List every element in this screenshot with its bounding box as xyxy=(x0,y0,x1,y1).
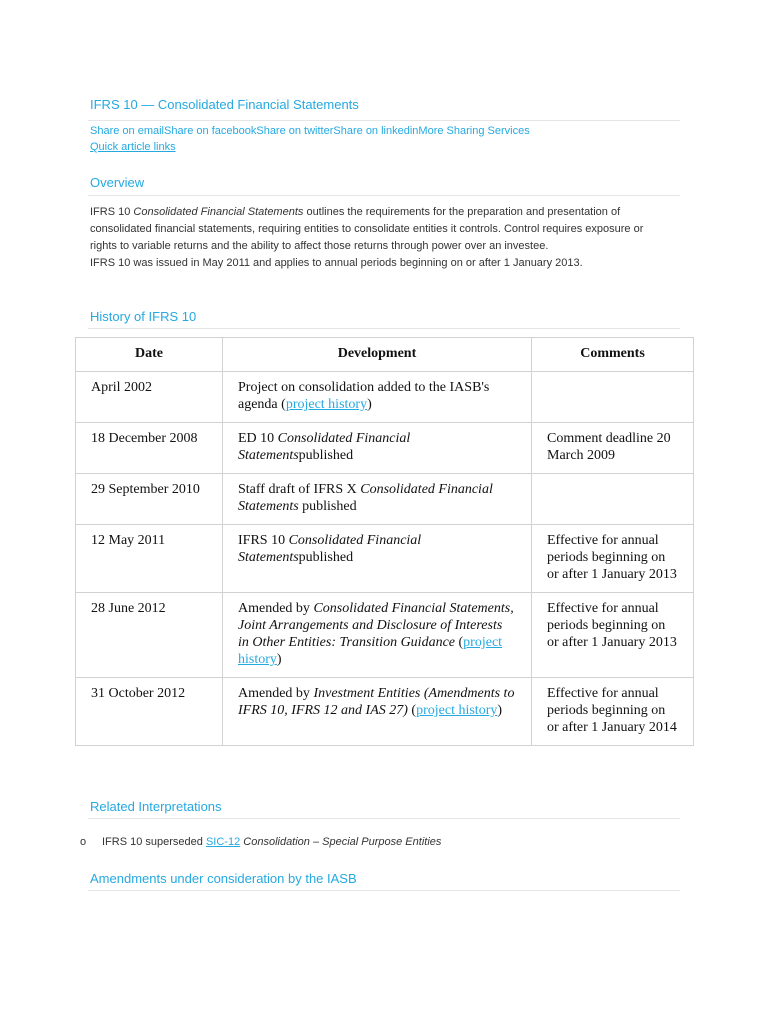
list-item xyxy=(80,835,441,849)
share-twitter-link[interactable]: Share on twitter xyxy=(256,125,334,137)
column-header-development: Development xyxy=(223,338,532,372)
history-divider xyxy=(88,328,680,329)
italic-title-text: Consolidated Financial Statements, Joint Arrangements and Disclosure of Interests in Other Entities: Transition Guidance xyxy=(238,601,514,650)
date-cell: 28 June 2012 xyxy=(76,593,223,678)
text-segment: published xyxy=(298,550,354,565)
inline-link[interactable]: project history xyxy=(416,703,498,718)
comments-cell: Effective for annual periods beginning on or after 1 January 2014 xyxy=(532,678,694,746)
text-segment: ED 10 xyxy=(238,431,278,446)
inline-link[interactable]: project history xyxy=(285,397,368,412)
table-row xyxy=(76,372,694,423)
share-email-link[interactable]: Share on email xyxy=(90,125,164,137)
list-item-text xyxy=(102,836,441,848)
inline-link[interactable]: SIC-12 xyxy=(205,836,241,848)
text-segment: IFRS 10 xyxy=(90,206,134,218)
bullet-marker: o xyxy=(80,836,87,848)
quick-article-links[interactable]: Quick article links xyxy=(90,141,176,153)
comments-cell xyxy=(532,372,694,423)
date-cell: 12 May 2011 xyxy=(76,525,223,593)
history-table-body xyxy=(76,372,694,746)
text-segment: ) xyxy=(367,397,372,412)
table-row xyxy=(76,474,694,525)
share-bar xyxy=(90,124,530,138)
column-header-date: Date xyxy=(76,338,223,372)
share-facebook-link[interactable]: Share on facebook xyxy=(164,125,257,137)
overview-paragraph xyxy=(90,204,668,255)
italic-title-text: Consolidated Financial Statements xyxy=(133,206,304,218)
text-segment: outlines the requirements for the preparation and presentation of consolidated financial statements, requiring entities to consolidate entities it controls. Control requires exposure or rights to variable returns and the ability to affect those returns through power over an investee. xyxy=(90,206,644,252)
inline-link[interactable]: project history xyxy=(238,635,503,667)
amendments-divider xyxy=(88,890,680,891)
development-cell xyxy=(223,372,532,423)
italic-title-text: Investment Entities (Amendments to IFRS 10, IFRS 12 and IAS 27) xyxy=(238,686,515,718)
italic-title-text: Consolidated Financial Statements xyxy=(238,482,493,514)
development-cell xyxy=(223,593,532,678)
text-segment: IFRS 10 xyxy=(238,533,289,548)
text-segment: published xyxy=(298,448,354,463)
related-interpretations-heading: Related Interpretations xyxy=(90,799,222,814)
text-segment: IFRS 10 was issued in May 2011 and applies to annual periods beginning on or after 1 January 2013. xyxy=(90,257,583,269)
text-segment: Amended by xyxy=(238,601,314,616)
development-cell xyxy=(223,474,532,525)
text-segment: ( xyxy=(407,703,417,718)
development-cell xyxy=(223,678,532,746)
related-divider xyxy=(88,818,680,819)
text-segment: Staff draft of IFRS X xyxy=(238,482,361,497)
table-row xyxy=(76,678,694,746)
overview-text xyxy=(90,204,668,272)
comments-cell xyxy=(532,474,694,525)
comments-cell: Effective for annual periods beginning on or after 1 January 2013 xyxy=(532,525,694,593)
more-sharing-services-link[interactable]: More Sharing Services xyxy=(418,125,530,137)
comments-cell: Comment deadline 20 March 2009 xyxy=(532,423,694,474)
italic-title-text: Consolidated Financial Statements xyxy=(238,431,411,463)
history-table xyxy=(75,337,694,746)
text-segment: published xyxy=(298,499,357,514)
column-header-comments: Comments xyxy=(532,338,694,372)
text-segment: ) xyxy=(276,652,282,667)
overview-paragraph xyxy=(90,255,668,272)
comments-cell: Effective for annual periods beginning on or after 1 January 2013 xyxy=(532,593,694,678)
italic-title-text: Consolidation – Special Purpose Entities xyxy=(243,836,442,848)
table-row xyxy=(76,525,694,593)
overview-heading: Overview xyxy=(90,175,145,190)
text-segment: Project on consolidation added to the IASB's agenda ( xyxy=(238,380,490,412)
development-cell xyxy=(223,423,532,474)
overview-divider xyxy=(88,195,680,196)
text-segment: ) xyxy=(497,703,503,718)
italic-title-text: Consolidated Financial Statements xyxy=(238,533,422,565)
date-cell: 18 December 2008 xyxy=(76,423,223,474)
text-segment: ( xyxy=(455,635,464,650)
title-divider xyxy=(88,120,680,121)
page-title: IFRS 10 — Consolidated Financial Statements xyxy=(90,97,359,112)
share-linkedin-link[interactable]: Share on linkedin xyxy=(333,125,419,137)
amendments-heading: Amendments under consideration by the IASB xyxy=(90,871,357,886)
development-cell xyxy=(223,525,532,593)
history-heading: History of IFRS 10 xyxy=(90,309,197,324)
date-cell: April 2002 xyxy=(76,372,223,423)
date-cell: 31 October 2012 xyxy=(76,678,223,746)
date-cell: 29 September 2010 xyxy=(76,474,223,525)
table-row xyxy=(76,423,694,474)
table-row xyxy=(76,593,694,678)
text-segment: IFRS 10 superseded xyxy=(102,836,206,848)
text-segment: Amended by xyxy=(238,686,314,701)
history-header-row xyxy=(76,338,694,372)
